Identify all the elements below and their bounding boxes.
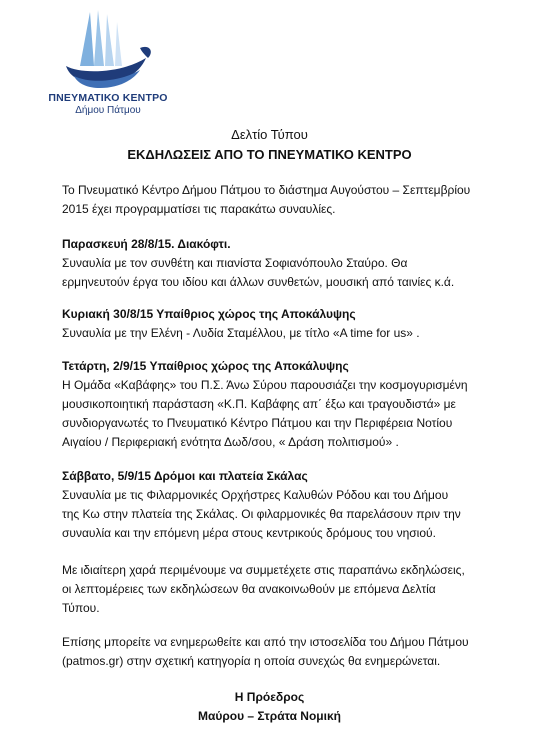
event-line: Αιγαίου / Περιφεριακή ενότητα Δωδ/σου, « Δράση πολιτισμού» . bbox=[62, 435, 399, 449]
logo bbox=[44, 8, 172, 120]
event-line: συναυλία και την επόμενη μέρα στους κεντρικούς δρόμους του νησιού. bbox=[62, 526, 436, 540]
event-heading: Τετάρτη, 2/9/15 Υπαίθριος χώρος της Αποκάλυψης bbox=[62, 359, 349, 373]
event-line: Συναυλία με την Ελένη - Λυδία Σταμέλλου, με τίτλο «A time for us» . bbox=[62, 326, 420, 340]
signature-name: Μαύρου – Στράτα Νομική bbox=[197, 709, 341, 723]
intro-paragraph bbox=[62, 181, 482, 219]
closing-line: Με ιδιαίτερη χαρά περιμένουμε να συμμετέχετε στις παραπάνω εκδηλώσεις, bbox=[62, 563, 465, 577]
event-heading: Κυριακή 30/8/15 Υπαίθριος χώρος της Αποκάλυψης bbox=[62, 307, 356, 321]
event-line: Συναυλία με τον συνθέτη και πιανίστα Σοφιανόπουλο Σταύρο. Θα bbox=[62, 256, 408, 270]
intro-line: 2015 έχει προγραμματίσει τις παρακάτω συναυλίες. bbox=[62, 202, 336, 216]
event-line: της Κω στην πλατεία της Σκάλας. Οι φιλαρμονικές θα παρελάσουν πριν την bbox=[62, 507, 461, 521]
event-line: μουσικοποιητική παράσταση «Κ.Π. Καβάφης απ΄ έξω και τραγουδιστά» με bbox=[62, 397, 456, 411]
closing-paragraph bbox=[62, 561, 482, 618]
event-heading: Σάββατο, 5/9/15 Δρόμοι και πλατεία Σκάλας bbox=[62, 469, 308, 483]
document-title: ΕΚΔΗΛΩΣΕΙΣ ΑΠΟ ΤΟ ΠΝΕΥΜΑΤΙΚΟ ΚΕΝΤΡΟ bbox=[127, 147, 412, 162]
event-line: Η Ομάδα «Καβάφης» του Π.Σ. Άνω Σύρου παρουσιάζει την κοσμογυρισμένη bbox=[62, 378, 468, 392]
logo-ship-icon bbox=[60, 8, 156, 92]
event-section bbox=[62, 305, 482, 343]
event-line: συνδιοργανωτές το Πνευματικό Κέντρο Πάτμου και την Περιφέρεια Νοτίου bbox=[62, 416, 453, 430]
website-line: (patmos.gr) στην σχετική κατηγορία η οποία συνεχώς θα ενημερώνεται. bbox=[62, 654, 441, 668]
event-section bbox=[62, 467, 482, 543]
event-section bbox=[62, 357, 482, 452]
event-line: Συναυλία με τις Φιλαρμονικές Ορχήστρες Καλυθών Ρόδου και του Δήμου bbox=[62, 488, 449, 502]
intro-line: Το Πνευματικό Κέντρο Δήμου Πάτμου το διάστημα Αυγούστου – Σεπτεμβρίου bbox=[62, 183, 471, 197]
closing-line: οι λεπτομέρειες των εκδηλώσεων θα ανακοινωθούν με επόμενα Δελτία bbox=[62, 582, 436, 596]
logo-title: ΠΝΕΥΜΑΤΙΚΟ ΚΕΝΤΡΟ bbox=[48, 92, 168, 104]
signature-role: Η Πρόεδρος bbox=[234, 690, 305, 704]
event-heading: Παρασκευή 28/8/15. Διακόφτι. bbox=[62, 237, 231, 251]
website-line: Επίσης μπορείτε να ενημερωθείτε και από την ιστοσελίδα του Δήμου Πάτμου bbox=[62, 635, 469, 649]
website-paragraph bbox=[62, 633, 482, 671]
document-type: Δελτίο Τύπου bbox=[231, 127, 308, 142]
closing-line: Τύπου. bbox=[62, 601, 100, 615]
logo-subtitle: Δήμου Πάτμου bbox=[75, 105, 141, 116]
event-line: ερμηνευτούν έργα του ιδίου και άλλων συνθετών, μουσική από ταινίες κ.ά. bbox=[62, 275, 455, 289]
event-section bbox=[62, 235, 482, 292]
